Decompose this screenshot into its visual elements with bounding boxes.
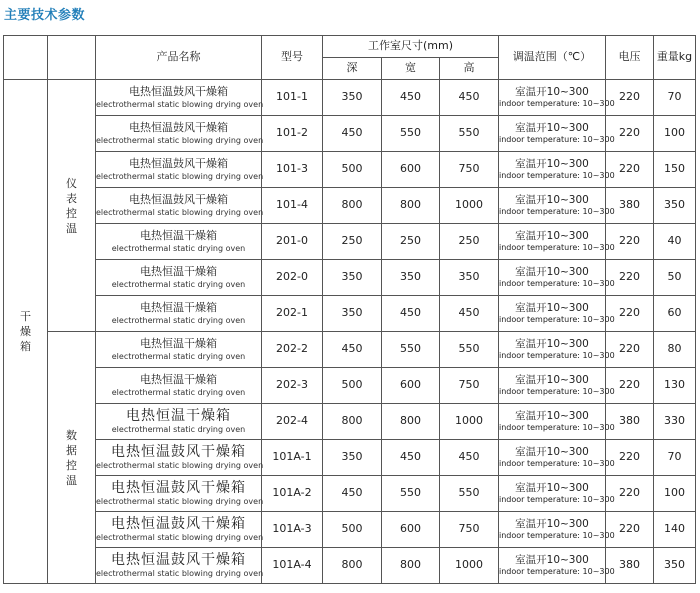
group-label: 数据控温 <box>66 428 77 487</box>
height-cell: 1000 <box>440 548 499 584</box>
product-name-cell <box>96 188 262 224</box>
temp-range-cn: 室温开10~300 <box>515 86 589 99</box>
voltage-cell: 380 <box>606 188 654 224</box>
model-cell: 101-2 <box>262 116 323 152</box>
depth-cell: 450 <box>323 332 382 368</box>
temp-range-cn: 室温开10~300 <box>515 446 589 459</box>
product-name-cell <box>96 296 262 332</box>
voltage-cell: 380 <box>606 548 654 584</box>
height-cell: 550 <box>440 332 499 368</box>
product-name-en: electrothermal static blowing drying oven <box>96 207 264 217</box>
depth-cell: 800 <box>323 548 382 584</box>
model-cell: 101A-3 <box>262 512 323 548</box>
product-name-cell <box>96 404 262 440</box>
model-cell: 101A-2 <box>262 476 323 512</box>
weight-cell: 50 <box>654 260 696 296</box>
voltage-cell: 220 <box>606 476 654 512</box>
header-voltage: 电压 <box>606 36 654 80</box>
product-name-cn: 电热恒温鼓风干燥箱 <box>111 552 246 569</box>
depth-cell: 350 <box>323 440 382 476</box>
product-name-en: electrothermal static blowing drying oven <box>96 135 264 145</box>
header-blank-1 <box>4 36 48 80</box>
model-cell: 101-4 <box>262 188 323 224</box>
voltage-cell: 380 <box>606 404 654 440</box>
table-row <box>4 368 696 404</box>
height-cell: 450 <box>440 440 499 476</box>
temp-range-cn: 室温开10~300 <box>515 122 589 135</box>
weight-cell: 100 <box>654 476 696 512</box>
table-row <box>4 332 696 368</box>
model-cell: 202-3 <box>262 368 323 404</box>
product-name-en: electrothermal static drying oven <box>111 387 246 397</box>
model-cell: 202-1 <box>262 296 323 332</box>
table-row <box>4 476 696 512</box>
temp-range-cn: 室温开10~300 <box>515 518 589 531</box>
group-label: 仪表控温 <box>66 176 77 235</box>
header-width: 宽 <box>382 58 440 80</box>
height-cell: 250 <box>440 224 499 260</box>
height-cell: 1000 <box>440 188 499 224</box>
width-cell: 550 <box>382 332 440 368</box>
depth-cell: 450 <box>323 116 382 152</box>
width-cell: 800 <box>382 548 440 584</box>
product-name-en: electrothermal static blowing drying oven <box>96 533 264 543</box>
table-row <box>4 188 696 224</box>
table-row <box>4 80 696 116</box>
temp-range-en: indoor temperature: 10~300 <box>499 495 615 505</box>
header-weight: 重量kg <box>654 36 696 80</box>
table-row <box>4 260 696 296</box>
temp-range-cell <box>499 80 615 116</box>
temp-range-cell <box>499 224 615 260</box>
product-name-en: electrothermal static drying oven <box>111 315 246 325</box>
weight-cell: 150 <box>654 152 696 188</box>
voltage-cell: 220 <box>606 260 654 296</box>
temp-range-cn: 室温开10~300 <box>515 374 589 387</box>
header-height: 高 <box>440 58 499 80</box>
product-name-cn: 电热恒温干燥箱 <box>140 229 217 243</box>
category-label: 干燥箱 <box>20 310 31 353</box>
weight-cell: 100 <box>654 116 696 152</box>
category-cell <box>4 80 48 584</box>
voltage-cell: 220 <box>606 224 654 260</box>
depth-cell: 350 <box>323 260 382 296</box>
width-cell: 600 <box>382 152 440 188</box>
temp-range-cell <box>499 188 615 224</box>
model-cell: 202-2 <box>262 332 323 368</box>
height-cell: 750 <box>440 368 499 404</box>
product-name-cn: 电热恒温鼓风干燥箱 <box>129 193 228 207</box>
voltage-cell: 220 <box>606 80 654 116</box>
temp-range-en: indoor temperature: 10~300 <box>499 171 615 181</box>
model-cell: 201-0 <box>262 224 323 260</box>
depth-cell: 500 <box>323 152 382 188</box>
weight-cell: 350 <box>654 188 696 224</box>
product-name-cell <box>96 548 262 584</box>
weight-cell: 70 <box>654 80 696 116</box>
temp-range-cell <box>499 368 615 404</box>
table-row <box>4 116 696 152</box>
product-name-cell <box>96 116 262 152</box>
width-cell: 450 <box>382 80 440 116</box>
product-name-en: electrothermal static blowing drying oven <box>96 497 264 507</box>
temp-range-en: indoor temperature: 10~300 <box>499 243 615 253</box>
height-cell: 1000 <box>440 404 499 440</box>
table-row <box>4 548 696 584</box>
temp-range-en: indoor temperature: 10~300 <box>499 567 615 577</box>
temp-range-cell <box>499 152 615 188</box>
depth-cell: 800 <box>323 404 382 440</box>
temp-range-en: indoor temperature: 10~300 <box>499 99 615 109</box>
header-model: 型号 <box>262 36 323 80</box>
width-cell: 800 <box>382 404 440 440</box>
table-row <box>4 512 696 548</box>
depth-cell: 350 <box>323 296 382 332</box>
temp-range-cell <box>499 116 615 152</box>
temp-range-cell <box>499 440 615 476</box>
weight-cell: 140 <box>654 512 696 548</box>
weight-cell: 330 <box>654 404 696 440</box>
product-name-cn: 电热恒温干燥箱 <box>140 337 217 351</box>
temp-range-cell <box>499 476 615 512</box>
temp-range-cn: 室温开10~300 <box>515 410 589 423</box>
depth-cell: 250 <box>323 224 382 260</box>
product-name-cn: 电热恒温干燥箱 <box>140 265 217 279</box>
header-chamber-size: 工作室尺寸(mm) <box>323 36 499 58</box>
temp-range-en: indoor temperature: 10~300 <box>499 315 615 325</box>
product-name-en: electrothermal static drying oven <box>111 279 246 289</box>
product-name-cn: 电热恒温鼓风干燥箱 <box>129 121 228 135</box>
temp-range-cell <box>499 404 615 440</box>
weight-cell: 130 <box>654 368 696 404</box>
temp-range-cn: 室温开10~300 <box>515 338 589 351</box>
product-name-cn: 电热恒温鼓风干燥箱 <box>111 516 246 533</box>
table-row <box>4 296 696 332</box>
temp-range-en: indoor temperature: 10~300 <box>499 459 615 469</box>
temp-range-en: indoor temperature: 10~300 <box>499 135 615 145</box>
temp-range-cn: 室温开10~300 <box>515 554 589 567</box>
width-cell: 250 <box>382 224 440 260</box>
depth-cell: 450 <box>323 476 382 512</box>
product-name-en: electrothermal static blowing drying oven <box>96 461 264 471</box>
temp-range-cell <box>499 296 615 332</box>
depth-cell: 800 <box>323 188 382 224</box>
height-cell: 750 <box>440 152 499 188</box>
temp-range-cn: 室温开10~300 <box>515 266 589 279</box>
table-row <box>4 152 696 188</box>
weight-cell: 60 <box>654 296 696 332</box>
voltage-cell: 220 <box>606 512 654 548</box>
width-cell: 450 <box>382 440 440 476</box>
temp-range-cell <box>499 260 615 296</box>
product-name-cell <box>96 512 262 548</box>
depth-cell: 500 <box>323 368 382 404</box>
temp-range-en: indoor temperature: 10~300 <box>499 351 615 361</box>
temp-range-cn: 室温开10~300 <box>515 482 589 495</box>
temp-range-en: indoor temperature: 10~300 <box>499 531 615 541</box>
header-temp-range: 调温范围（℃） <box>499 36 606 80</box>
temp-range-en: indoor temperature: 10~300 <box>499 387 615 397</box>
product-name-cell <box>96 260 262 296</box>
height-cell: 350 <box>440 260 499 296</box>
width-cell: 600 <box>382 368 440 404</box>
height-cell: 450 <box>440 80 499 116</box>
group-cell-digital <box>48 332 96 584</box>
product-name-cell <box>96 440 262 476</box>
page-title: 主要技术参数 <box>4 8 86 23</box>
header-row-1 <box>4 36 696 58</box>
temp-range-cell <box>499 332 615 368</box>
model-cell: 101A-1 <box>262 440 323 476</box>
width-cell: 800 <box>382 188 440 224</box>
header-blank-2 <box>48 36 96 80</box>
model-cell: 202-0 <box>262 260 323 296</box>
depth-cell: 350 <box>323 80 382 116</box>
temp-range-en: indoor temperature: 10~300 <box>499 207 615 217</box>
temp-range-cn: 室温开10~300 <box>515 158 589 171</box>
product-name-en: electrothermal static drying oven <box>111 351 246 361</box>
product-name-cell <box>96 80 262 116</box>
width-cell: 600 <box>382 512 440 548</box>
product-name-cell <box>96 152 262 188</box>
weight-cell: 40 <box>654 224 696 260</box>
height-cell: 550 <box>440 116 499 152</box>
spec-table <box>3 35 696 584</box>
temp-range-en: indoor temperature: 10~300 <box>499 279 615 289</box>
voltage-cell: 220 <box>606 368 654 404</box>
product-name-cn: 电热恒温干燥箱 <box>126 408 231 425</box>
product-name-cn: 电热恒温鼓风干燥箱 <box>129 85 228 99</box>
model-cell: 202-4 <box>262 404 323 440</box>
product-name-cell <box>96 224 262 260</box>
weight-cell: 80 <box>654 332 696 368</box>
product-name-cn: 电热恒温鼓风干燥箱 <box>111 480 246 497</box>
voltage-cell: 220 <box>606 332 654 368</box>
header-product-name: 产品名称 <box>96 36 262 80</box>
product-name-cn: 电热恒温干燥箱 <box>140 301 217 315</box>
width-cell: 550 <box>382 476 440 512</box>
product-name-en: electrothermal static blowing drying oven <box>96 171 264 181</box>
table-row <box>4 404 696 440</box>
table-body <box>4 80 696 584</box>
weight-cell: 70 <box>654 440 696 476</box>
header-depth: 深 <box>323 58 382 80</box>
temp-range-cn: 室温开10~300 <box>515 194 589 207</box>
group-cell-instrument <box>48 80 96 332</box>
model-cell: 101-3 <box>262 152 323 188</box>
temp-range-cn: 室温开10~300 <box>515 302 589 315</box>
height-cell: 750 <box>440 512 499 548</box>
voltage-cell: 220 <box>606 116 654 152</box>
product-name-cn: 电热恒温干燥箱 <box>140 373 217 387</box>
voltage-cell: 220 <box>606 152 654 188</box>
depth-cell: 500 <box>323 512 382 548</box>
table-row <box>4 440 696 476</box>
product-name-cell <box>96 332 262 368</box>
product-name-en: electrothermal static blowing drying oven <box>96 99 264 109</box>
height-cell: 450 <box>440 296 499 332</box>
voltage-cell: 220 <box>606 440 654 476</box>
product-name-en: electrothermal static blowing drying oven <box>96 569 264 579</box>
width-cell: 450 <box>382 296 440 332</box>
product-name-en: electrothermal static drying oven <box>111 425 246 435</box>
product-name-cell <box>96 476 262 512</box>
voltage-cell: 220 <box>606 296 654 332</box>
temp-range-en: indoor temperature: 10~300 <box>499 423 615 433</box>
product-name-cell <box>96 368 262 404</box>
model-cell: 101A-4 <box>262 548 323 584</box>
weight-cell: 350 <box>654 548 696 584</box>
table-row <box>4 224 696 260</box>
height-cell: 550 <box>440 476 499 512</box>
temp-range-cell <box>499 512 615 548</box>
temp-range-cell <box>499 548 615 584</box>
product-name-en: electrothermal static drying oven <box>111 243 246 253</box>
temp-range-cn: 室温开10~300 <box>515 230 589 243</box>
product-name-cn: 电热恒温鼓风干燥箱 <box>111 444 246 461</box>
width-cell: 350 <box>382 260 440 296</box>
product-name-cn: 电热恒温鼓风干燥箱 <box>129 157 228 171</box>
width-cell: 550 <box>382 116 440 152</box>
model-cell: 101-1 <box>262 80 323 116</box>
